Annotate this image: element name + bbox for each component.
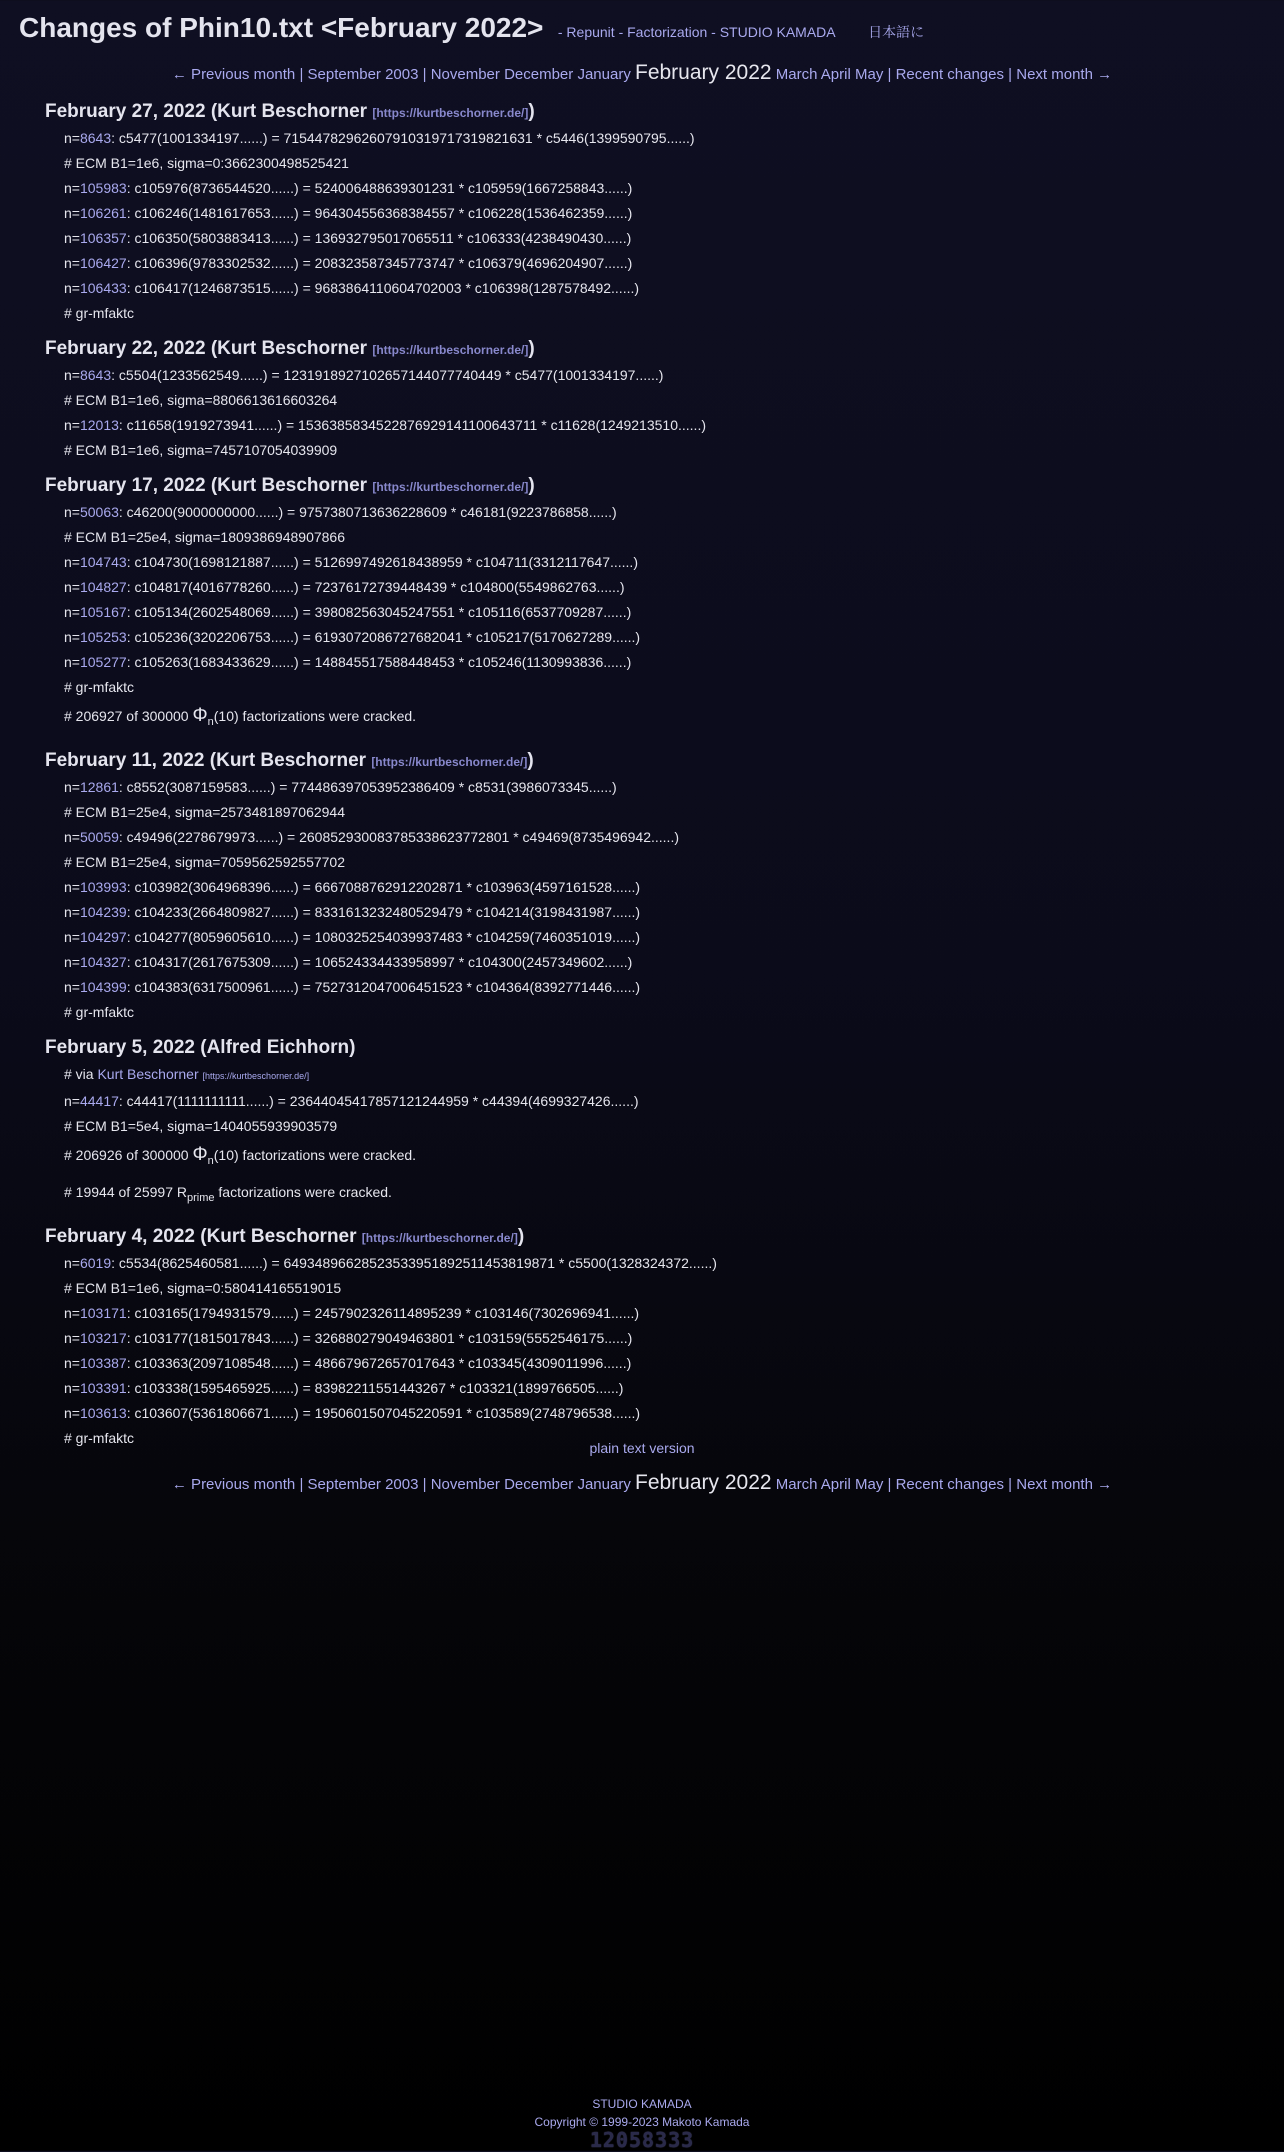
n-value-link[interactable]: 103993 xyxy=(79,879,127,895)
copyright: Copyright © 1999-2023 Makoto Kamada xyxy=(534,2115,750,2129)
change-line xyxy=(45,850,1245,875)
factorization-text: : c8552(3087159583......) = 774486397053952386409 * c8531(3986073345......) xyxy=(118,779,617,795)
change-line xyxy=(45,251,1245,276)
factorization-text: : c104277(8059605610......) = 1080325254039937483 * c104259(7460351019......) xyxy=(126,929,641,945)
closing-paren: ) xyxy=(528,101,535,122)
comment-text: # ECM B1=1e6, sigma=8806613616603264 xyxy=(64,392,338,408)
change-line xyxy=(45,550,1245,575)
n-prefix: n= xyxy=(64,904,80,920)
change-entry xyxy=(45,1033,1245,1214)
n-value-link[interactable]: 50063 xyxy=(79,504,119,520)
n-value-link[interactable]: 106261 xyxy=(79,205,127,221)
nav-separator: | xyxy=(887,1476,896,1493)
closing-paren: ) xyxy=(528,475,535,496)
phi-subscript: n xyxy=(207,1155,214,1167)
factorization-text: : c103607(5361806671......) = 1950601507045220591 * c103589(2748796538......) xyxy=(126,1405,641,1421)
entry-heading xyxy=(45,1033,1245,1062)
month-link-may[interactable]: May xyxy=(854,66,884,83)
page-title: Changes of Phin10.txt <February 2022> xyxy=(19,12,544,43)
n-prefix: n= xyxy=(64,280,80,296)
n-prefix: n= xyxy=(64,1380,80,1396)
month-link-may[interactable]: May xyxy=(854,1476,884,1493)
factorization-text: : c5504(1233562549......) = 1231918927102657144077740449 * c5477(1001334197......) xyxy=(111,367,664,383)
change-entry xyxy=(45,97,1245,326)
factorization-text: : c104817(4016778260......) = 72376172739448439 * c104800(5549862763......) xyxy=(126,579,625,595)
current-month: February 2022 xyxy=(635,61,772,84)
month-link-april[interactable]: April xyxy=(820,1476,851,1493)
comment-text: # ECM B1=25e4, sigma=2573481897062944 xyxy=(64,804,345,820)
change-line xyxy=(45,825,1245,850)
plain-text-link[interactable]: plain text version xyxy=(589,1440,695,1456)
site-links[interactable]: - Repunit - Factorization - STUDIO KAMADA xyxy=(557,24,836,40)
change-line xyxy=(45,388,1245,413)
n-value-link[interactable]: 8643 xyxy=(79,367,112,383)
entry-heading xyxy=(45,334,1245,363)
change-line xyxy=(45,201,1245,226)
n-prefix: n= xyxy=(64,504,80,520)
change-line xyxy=(45,1139,1245,1177)
factorization-text: : c103177(1815017843......) = 326880279049463801 * c103159(5552546175......) xyxy=(126,1330,633,1346)
month-link-january[interactable]: January xyxy=(577,1476,631,1493)
n-prefix: n= xyxy=(64,879,80,895)
change-line xyxy=(45,151,1245,176)
n-prefix: n= xyxy=(64,779,80,795)
factorization-text: : c105236(3202206753......) = 6193072086727682041 * c105217(5170627289......) xyxy=(126,629,641,645)
page-footer xyxy=(0,2095,1284,2152)
prev-month-link[interactable]: ← Previous month xyxy=(171,66,296,83)
n-value-link[interactable]: 103391 xyxy=(79,1380,127,1396)
change-line xyxy=(45,1089,1245,1114)
nav-separator: | xyxy=(299,1476,308,1493)
change-line xyxy=(45,1000,1245,1025)
author-url-link[interactable]: [https://kurtbeschorner.de/] xyxy=(372,343,529,357)
n-value-link[interactable]: 103387 xyxy=(79,1355,127,1371)
month-link-november[interactable]: November xyxy=(430,66,500,83)
change-line xyxy=(45,600,1245,625)
change-line xyxy=(45,1401,1245,1426)
n-value-link[interactable]: 105167 xyxy=(79,604,127,620)
comment-text: # ECM B1=1e6, sigma=0:3662300498525421 xyxy=(64,155,349,171)
next-month-link[interactable]: Next month → xyxy=(1016,66,1113,83)
change-line xyxy=(45,875,1245,900)
n-prefix: n= xyxy=(64,829,80,845)
change-line xyxy=(45,226,1245,251)
comment-text: # gr-mfaktc xyxy=(64,679,135,695)
author-url-link[interactable]: [https://kurtbeschorner.de/] xyxy=(371,755,528,769)
studio-link[interactable]: STUDIO KAMADA xyxy=(592,2097,692,2111)
factorization-text: : c106396(9783302532......) = 208323587345773747 * c106379(4696204907......) xyxy=(126,255,633,271)
crack-count-suffix: (10) factorizations were cracked. xyxy=(213,708,417,724)
n-prefix: n= xyxy=(64,979,80,995)
factorization-text: : c106417(1246873515......) = 9683864110604702003 * c106398(1287578492......) xyxy=(126,280,640,296)
closing-paren: ) xyxy=(527,750,534,771)
factorization-text: : c5534(8625460581......) = 64934896628523533951892511453819871 * c5500(1328324372......) xyxy=(111,1255,717,1271)
factorization-text: : c105134(2602548069......) = 398082563045247551 * c105116(6537709287......) xyxy=(126,604,632,620)
factorization-text: : c104730(1698121887......) = 5126997492618438959 * c104711(3312117647......) xyxy=(126,554,638,570)
entry-date-author: February 17, 2022 (Kurt Beschorner xyxy=(45,475,368,496)
factorization-text: : c103363(2097108548......) = 486679672657017643 * c103345(4309011996......) xyxy=(126,1355,632,1371)
change-line xyxy=(45,575,1245,600)
month-link-april[interactable]: April xyxy=(820,66,851,83)
n-value-link[interactable]: 105983 xyxy=(79,180,127,196)
rprime-subscript: prime xyxy=(187,1192,215,1204)
change-line xyxy=(45,1351,1245,1376)
n-value-link[interactable]: 44417 xyxy=(79,1093,119,1109)
n-prefix: n= xyxy=(64,929,80,945)
factorization-text: : c44417(1111111111......) = 23644045417857121244959 * c44394(4699327426......) xyxy=(118,1093,639,1109)
change-line xyxy=(45,700,1245,738)
n-prefix: n= xyxy=(64,417,80,433)
crack-count-text: # 206927 of 300000 xyxy=(64,708,193,724)
phi-symbol: Φ xyxy=(192,705,208,726)
factorization-text: : c104383(6317500961......) = 7527312047006451523 * c104364(8392771446......) xyxy=(126,979,641,995)
crack-count-suffix: (10) factorizations were cracked. xyxy=(213,1147,417,1163)
first-month-link[interactable]: September 2003 xyxy=(307,1476,419,1493)
phi-subscript: n xyxy=(207,716,214,728)
comment-text: # ECM B1=25e4, sigma=7059562592557702 xyxy=(64,854,345,870)
n-prefix: n= xyxy=(64,130,80,146)
closing-paren: ) xyxy=(517,1226,525,1247)
recent-changes-link[interactable]: Recent changes xyxy=(895,66,1004,83)
factorization-text: : c46200(9000000000......) = 9757380713636228609 * c46181(9223786858......) xyxy=(118,504,617,520)
page-header xyxy=(19,12,924,44)
n-prefix: n= xyxy=(64,1405,80,1421)
n-value-link[interactable]: 6019 xyxy=(79,1255,112,1271)
n-value-link[interactable]: 105277 xyxy=(79,654,127,670)
changes-list xyxy=(45,97,1245,1459)
factorization-text: : c104233(2664809827......) = 8331613232480529479 * c104214(3198431987......) xyxy=(126,904,641,920)
prev-month-link[interactable]: ← Previous month xyxy=(171,1476,296,1493)
entry-heading xyxy=(45,471,1245,500)
change-line xyxy=(45,276,1245,301)
change-line xyxy=(45,900,1245,925)
change-line xyxy=(45,950,1245,975)
n-value-link[interactable]: 12861 xyxy=(79,779,119,795)
change-line xyxy=(45,413,1245,438)
change-line xyxy=(45,363,1245,388)
entry-date-author: February 22, 2022 (Kurt Beschorner xyxy=(45,338,368,359)
change-line xyxy=(45,1301,1245,1326)
change-line xyxy=(45,1276,1245,1301)
change-line xyxy=(45,925,1245,950)
change-line xyxy=(45,775,1245,800)
change-line xyxy=(45,301,1245,326)
nav-separator: | xyxy=(1008,1476,1017,1493)
change-line xyxy=(45,176,1245,201)
n-prefix: n= xyxy=(64,1093,80,1109)
comment-text: # ECM B1=5e4, sigma=1404055939903579 xyxy=(64,1118,338,1134)
change-line xyxy=(45,500,1245,525)
factorization-text: : c105976(8736544520......) = 524006488639301231 * c105959(1667258843......) xyxy=(126,180,633,196)
factorization-text: : c11658(1919273941......) = 1536385834522876929141100643711 * c11628(1249213510......) xyxy=(118,417,706,433)
change-line xyxy=(45,126,1245,151)
n-prefix: n= xyxy=(64,604,80,620)
nav-separator: | xyxy=(299,66,308,83)
change-line xyxy=(45,975,1245,1000)
change-line xyxy=(45,650,1245,675)
recent-changes-link[interactable]: Recent changes xyxy=(895,1476,1004,1493)
factorization-text: : c103165(1794931579......) = 2457902326114895239 * c103146(7302696941......) xyxy=(126,1305,640,1321)
n-prefix: n= xyxy=(64,579,80,595)
closing-paren: ) xyxy=(528,338,535,359)
entry-date-author: February 5, 2022 (Alfred Eichhorn) xyxy=(45,1037,356,1058)
change-entry xyxy=(45,746,1245,1025)
n-value-link[interactable]: 106357 xyxy=(79,230,127,246)
entry-date-author: February 27, 2022 (Kurt Beschorner xyxy=(45,101,368,122)
change-entry xyxy=(45,471,1245,738)
factorization-text: : c104317(2617675309......) = 106524334433958997 * c104300(2457349602......) xyxy=(126,954,633,970)
n-value-link[interactable]: 106433 xyxy=(79,280,127,296)
n-value-link[interactable]: 106427 xyxy=(79,255,127,271)
n-value-link[interactable]: 105253 xyxy=(79,629,127,645)
n-value-link[interactable]: 8643 xyxy=(79,130,112,146)
n-prefix: n= xyxy=(64,954,80,970)
first-month-link[interactable]: September 2003 xyxy=(307,66,419,83)
via-text: # via xyxy=(64,1066,98,1082)
change-line xyxy=(45,438,1245,463)
n-value-link[interactable]: 103171 xyxy=(79,1305,127,1321)
month-link-december[interactable]: December xyxy=(504,1476,574,1493)
author-url-link[interactable]: [https://kurtbeschorner.de/] xyxy=(372,106,529,120)
via-author-link[interactable]: Kurt Beschorner xyxy=(97,1066,199,1082)
month-link-march[interactable]: March xyxy=(775,66,818,83)
nav-separator: | xyxy=(422,1476,431,1493)
change-line xyxy=(45,675,1245,700)
entry-heading xyxy=(45,746,1245,775)
change-line xyxy=(45,1177,1245,1214)
entry-date-author: February 11, 2022 (Kurt Beschorner xyxy=(45,750,367,771)
comment-text: # ECM B1=25e4, sigma=1809386948907866 xyxy=(64,529,345,545)
n-value-link[interactable]: 12013 xyxy=(79,417,119,433)
comment-text: # ECM B1=1e6, sigma=0:580414165519015 xyxy=(64,1280,342,1296)
n-prefix: n= xyxy=(64,554,80,570)
month-link-january[interactable]: January xyxy=(577,66,631,83)
factorization-text: : c103338(1595465925......) = 83982211551443267 * c103321(1899766505......) xyxy=(126,1380,624,1396)
comment-text: # gr-mfaktc xyxy=(64,305,135,321)
change-line xyxy=(45,1114,1245,1139)
n-prefix: n= xyxy=(64,230,80,246)
factorization-text: : c106246(1481617653......) = 964304556368384557 * c106228(1536462359......) xyxy=(126,205,633,221)
change-line xyxy=(45,1062,1245,1089)
current-month: February 2022 xyxy=(635,1471,772,1494)
n-value-link[interactable]: 104327 xyxy=(79,954,127,970)
nav-separator: | xyxy=(887,66,896,83)
change-line xyxy=(45,625,1245,650)
change-entry xyxy=(45,334,1245,463)
plain-text-section xyxy=(0,1440,1284,1456)
change-line xyxy=(45,525,1245,550)
n-prefix: n= xyxy=(64,1355,80,1371)
japanese-link[interactable]: 日本語に xyxy=(868,24,925,40)
n-prefix: n= xyxy=(64,654,80,670)
factorization-text: : c105263(1683433629......) = 148845517588448453 * c105246(1130993836......) xyxy=(126,654,632,670)
factorization-text: : c106350(5803883413......) = 136932795017065511 * c106333(4238490430......) xyxy=(126,230,632,246)
entry-date-author: February 4, 2022 (Kurt Beschorner xyxy=(45,1226,357,1247)
comment-text: # ECM B1=1e6, sigma=7457107054039909 xyxy=(64,442,338,458)
n-prefix: n= xyxy=(64,1255,80,1271)
nav-separator: | xyxy=(1008,66,1017,83)
change-line xyxy=(45,1251,1245,1276)
n-prefix: n= xyxy=(64,205,80,221)
author-url-link[interactable]: [https://kurtbeschorner.de/] xyxy=(372,480,529,494)
n-value-link[interactable]: 50059 xyxy=(79,829,119,845)
month-link-december[interactable]: December xyxy=(504,66,574,83)
month-nav-bottom xyxy=(0,1471,1284,1495)
visit-counter: 12058333 xyxy=(589,2128,695,2152)
phi-symbol: Φ xyxy=(192,1144,208,1165)
next-month-link[interactable]: Next month → xyxy=(1016,1476,1113,1493)
entry-heading xyxy=(45,97,1245,126)
n-prefix: n= xyxy=(64,1305,80,1321)
n-value-link[interactable]: 103217 xyxy=(79,1330,127,1346)
factorization-text: : c5477(1001334197......) = 71544782962607910319717319821631 * c5446(1399590795......) xyxy=(111,130,695,146)
n-value-link[interactable]: 104743 xyxy=(79,554,127,570)
n-value-link[interactable]: 104399 xyxy=(79,979,127,995)
via-author-url[interactable]: [https://kurtbeschorner.de/] xyxy=(202,1071,310,1081)
change-line xyxy=(45,800,1245,825)
change-entry xyxy=(45,1222,1245,1451)
change-line xyxy=(45,1376,1245,1401)
month-nav-top xyxy=(0,61,1284,85)
nav-separator: | xyxy=(422,66,431,83)
crack-count-text: # 19944 of 25997 R xyxy=(64,1184,187,1200)
author-url-link[interactable]: [https://kurtbeschorner.de/] xyxy=(361,1231,518,1245)
comment-text: # gr-mfaktc xyxy=(64,1004,135,1020)
factorization-text: : c103982(3064968396......) = 6667088762912202871 * c103963(4597161528......) xyxy=(126,879,641,895)
crack-count-text: # 206926 of 300000 xyxy=(64,1147,193,1163)
n-prefix: n= xyxy=(64,629,80,645)
month-link-november[interactable]: November xyxy=(430,1476,500,1493)
n-prefix: n= xyxy=(64,255,80,271)
change-line xyxy=(45,1326,1245,1351)
n-value-link[interactable]: 103613 xyxy=(79,1405,127,1421)
n-prefix: n= xyxy=(64,1330,80,1346)
n-value-link[interactable]: 104297 xyxy=(79,929,127,945)
n-prefix: n= xyxy=(64,180,80,196)
factorization-text: : c49496(2278679973......) = 260852930083785338623772801 * c49469(8735496942......) xyxy=(118,829,680,845)
crack-count-suffix: factorizations were cracked. xyxy=(214,1184,392,1200)
n-prefix: n= xyxy=(64,367,80,383)
n-value-link[interactable]: 104239 xyxy=(79,904,127,920)
month-link-march[interactable]: March xyxy=(775,1476,818,1493)
entry-heading xyxy=(45,1222,1245,1251)
comment-text: # gr-mfaktc xyxy=(64,1430,135,1446)
n-value-link[interactable]: 104827 xyxy=(79,579,127,595)
